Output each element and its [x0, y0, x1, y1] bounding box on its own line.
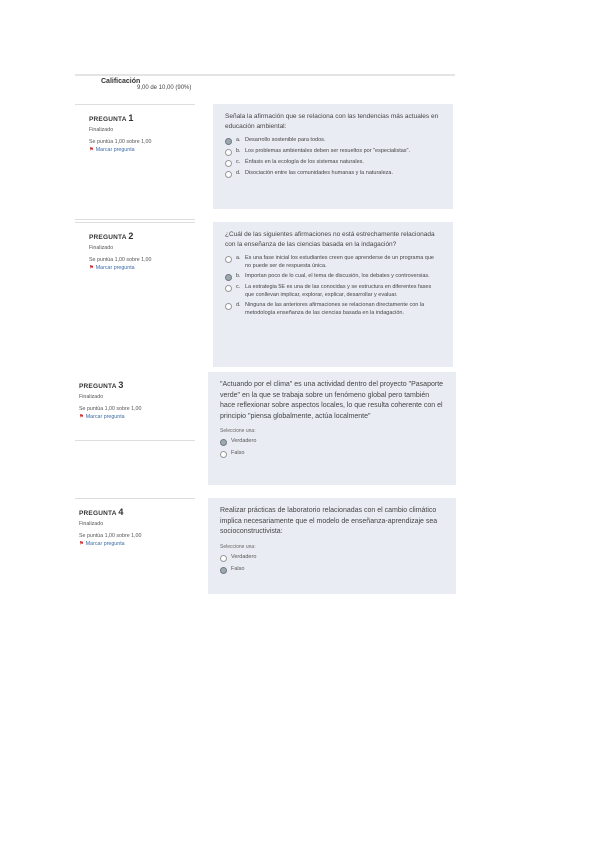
- select-label: Seleccione una:: [220, 543, 256, 550]
- question-score: Se puntúa 1,00 sobre 1,00: [89, 139, 152, 145]
- radio-button[interactable]: [220, 439, 227, 446]
- answer-option[interactable]: c. Énfasis en la ecología de los sistemas naturales.: [225, 159, 441, 167]
- flag-question-link[interactable]: [89, 265, 195, 271]
- select-label: Seleccione una:: [220, 428, 256, 434]
- answer-option[interactable]: Verdadero: [220, 438, 444, 446]
- question-card-2: [213, 222, 453, 367]
- question-score: Se puntúa 1,00 sobre 1,00: [79, 406, 142, 412]
- answer-option[interactable]: Falso: [220, 450, 444, 458]
- question-status: Finalizado: [79, 394, 104, 400]
- question-score: Se puntúa 1,00 sobre 1,00: [79, 533, 142, 539]
- question-score: Se puntúa 1,00 sobre 1,00: [89, 257, 152, 263]
- question-info-3: [75, 372, 195, 441]
- question-card-4: [208, 498, 456, 594]
- radio-button[interactable]: [225, 274, 232, 281]
- question-info-2: [75, 222, 195, 369]
- flag-icon: ⚑: [79, 414, 84, 420]
- flag-question-link[interactable]: [79, 414, 195, 420]
- question-card-1: [213, 104, 453, 209]
- flag-label: Marcar pregunta: [85, 414, 125, 420]
- answer-option[interactable]: a. Desarrollo sostenible para todos.: [225, 137, 441, 145]
- grade-summary: [75, 74, 455, 100]
- flag-label: Marcar pregunta: [95, 147, 135, 153]
- question-label: PREGUNTA: [79, 383, 117, 390]
- radio-button[interactable]: [225, 171, 232, 178]
- question-number: 1: [128, 113, 134, 123]
- flag-icon: ⚑: [79, 541, 84, 547]
- question-status: Finalizado: [89, 245, 114, 251]
- answer-option[interactable]: a. Es una fase inicial los estudiantes creen que aprenderse de un programa que no puede ser de respuesta única.: [225, 255, 441, 270]
- question-card-3: [208, 372, 456, 485]
- grade-value: 9,00 de 10,00 (90%): [137, 85, 192, 91]
- flag-label: Marcar pregunta: [85, 541, 125, 547]
- question-label: PREGUNTA: [79, 510, 117, 517]
- question-number: 2: [128, 231, 134, 241]
- question-text: Señala la afirmación que se relaciona con las tendencias más actuales en educación ambiental:: [225, 113, 439, 130]
- flag-label: Marcar pregunta: [95, 265, 135, 271]
- question-info-1: [75, 104, 195, 220]
- grade-label: Calificación: [101, 78, 141, 85]
- radio-button[interactable]: [225, 285, 232, 292]
- radio-button[interactable]: [220, 555, 227, 562]
- answer-option[interactable]: Falso: [220, 566, 444, 574]
- answer-option[interactable]: b. Importan poco de lo cual, el tema de discusión, los debates y controversias.: [225, 273, 441, 281]
- question-label: PREGUNTA: [89, 234, 127, 241]
- answer-option[interactable]: c. La estrategia 5E es una de las conocidas y se estructura en diferentes fases que conllevan implicar, explorar, explicar, desarrollar y evaluar.: [225, 284, 441, 299]
- radio-button[interactable]: [225, 303, 232, 310]
- question-label: PREGUNTA: [89, 116, 127, 123]
- question-status: Finalizado: [89, 127, 114, 133]
- question-number: 3: [118, 380, 124, 390]
- radio-button[interactable]: [225, 138, 232, 145]
- question-info-4: [75, 498, 195, 595]
- radio-button[interactable]: [225, 149, 232, 156]
- radio-button[interactable]: [225, 160, 232, 167]
- answer-option[interactable]: d. Ninguna de las anteriores afirmaciones se relacionan directamente con la metodología enseñanza de las ciencias basada en la indagación.: [225, 302, 441, 317]
- question-number: 4: [118, 507, 124, 517]
- radio-button[interactable]: [220, 567, 227, 574]
- flag-question-link[interactable]: [79, 541, 195, 547]
- question-text: ¿Cuál de las siguientes afirmaciones no está estrechamente relacionada con la enseñanza de las ciencias basada en la indagación?: [225, 231, 435, 248]
- flag-icon: ⚑: [89, 265, 94, 271]
- answer-option[interactable]: d. Disociación entre las comunidades humanas y la naturaleza.: [225, 170, 441, 178]
- answer-option[interactable]: b. Los problemas ambientales deben ser resueltos por "especialistas".: [225, 148, 441, 156]
- question-status: Finalizado: [79, 521, 104, 527]
- question-text: Realizar prácticas de laboratorio relacionadas con el cambio climático implica necesariamente que el modelo de enseñanza-aprendizaje sea socioconstructivista:: [220, 507, 438, 535]
- flag-icon: ⚑: [89, 147, 94, 153]
- flag-question-link[interactable]: [89, 147, 195, 153]
- answer-option[interactable]: Verdadero: [220, 554, 444, 562]
- radio-button[interactable]: [225, 256, 232, 263]
- radio-button[interactable]: [220, 451, 227, 458]
- question-text: "Actuando por el clima" es una actividad dentro del proyecto "Pasaporte verde" en la que se trabaja sobre un fenómeno global pero también hace reflexionar sobre aspectos locales, lo que resulta coherente con el principio "piensa globalmente, actúa localmente": [220, 381, 444, 420]
